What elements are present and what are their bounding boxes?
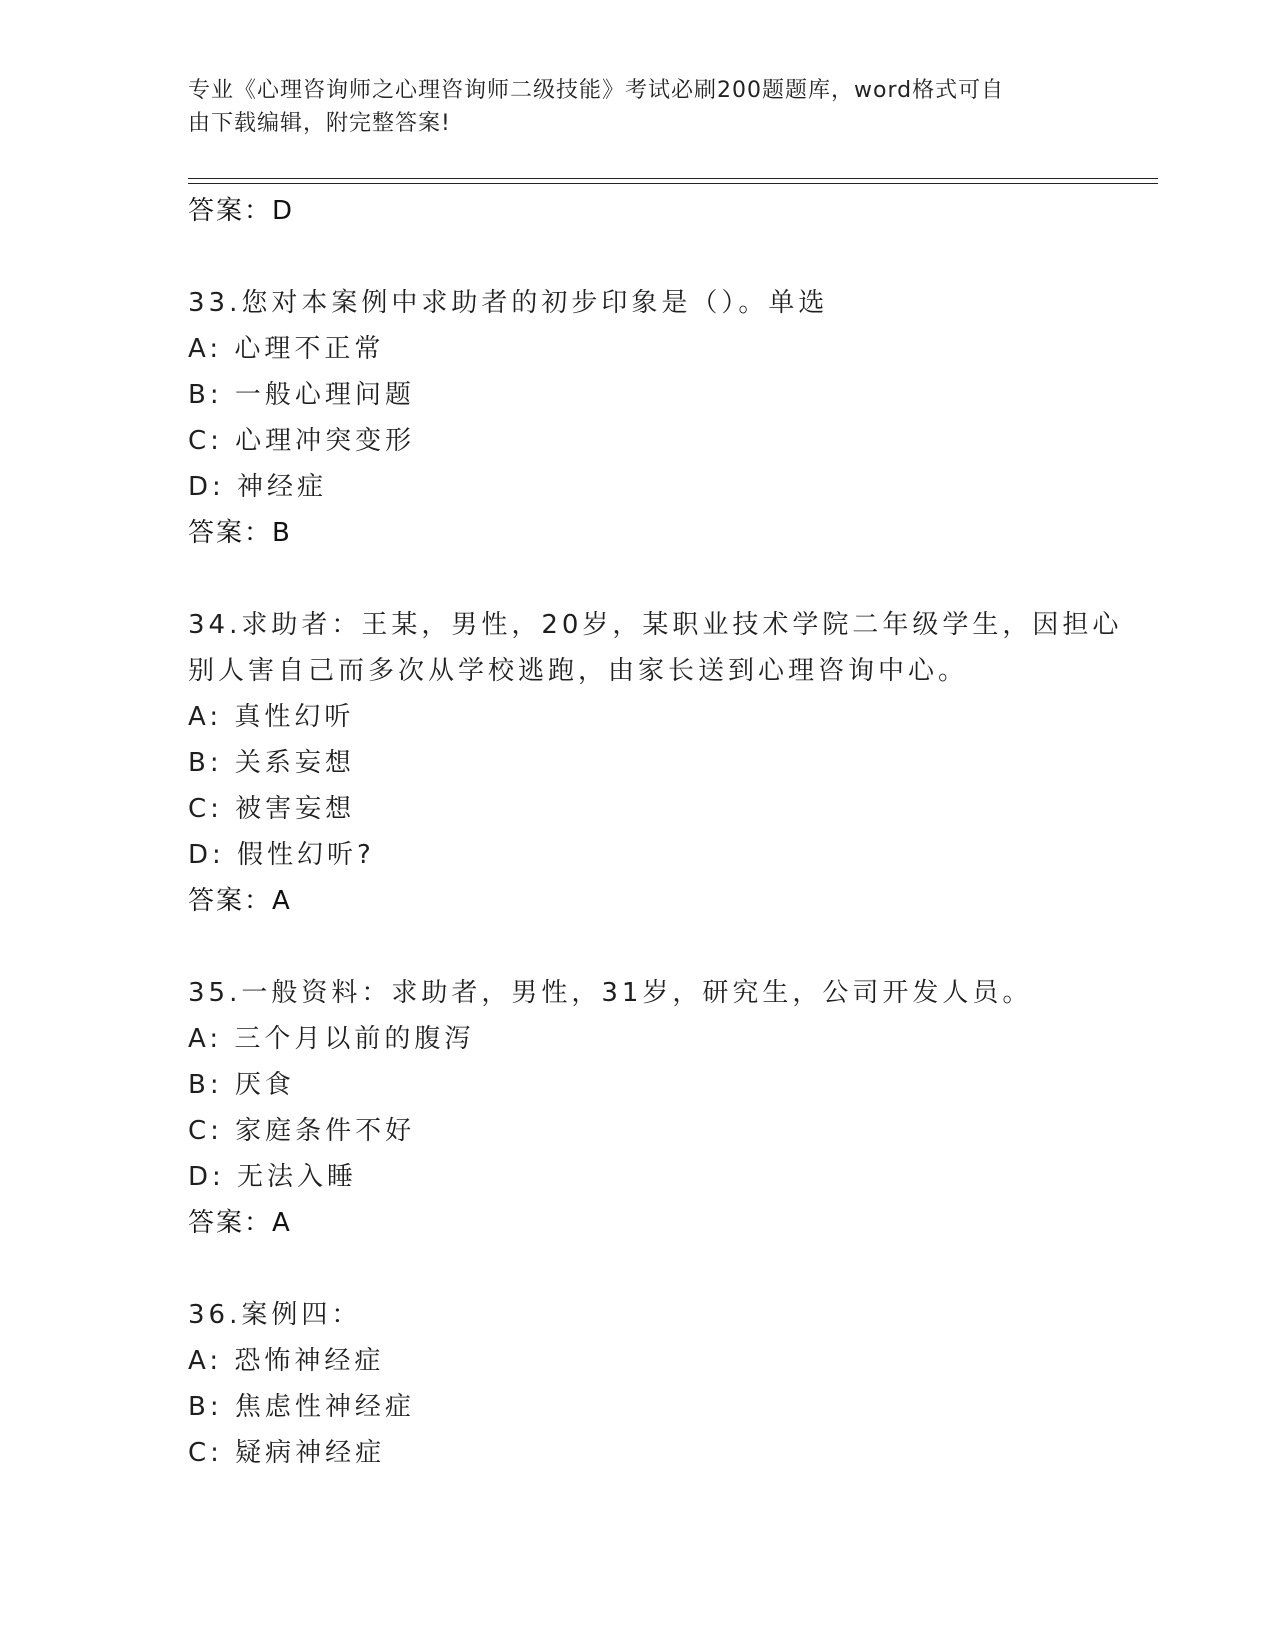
option-b: B: 厌食	[188, 1070, 295, 1100]
option-c: C: 家庭条件不好	[188, 1116, 416, 1146]
answer-line: 答案：A	[188, 886, 292, 916]
question-block-33	[188, 280, 1168, 556]
question-stem: 34.求助者：王某，男性，20岁，某职业技术学院二年级学生，因担心	[188, 610, 1123, 640]
spacer	[188, 1246, 1168, 1292]
previous-answer: 答案：D	[188, 196, 295, 226]
option-a: A: 真性幻听	[188, 702, 355, 732]
question-block-35	[188, 970, 1168, 1246]
question-block-34	[188, 602, 1168, 924]
option-c: C: 心理冲突变形	[188, 426, 416, 456]
option-b: B: 一般心理问题	[188, 380, 415, 410]
option-a: A: 恐怖神经症	[188, 1346, 385, 1376]
option-b: B: 关系妄想	[188, 748, 355, 778]
option-c: C: 疑病神经症	[188, 1438, 386, 1468]
header-line-1: 专业《心理咨询师之心理咨询师二级技能》考试必刷200题题库，word格式可自	[188, 78, 1005, 103]
spacer	[188, 234, 1168, 280]
option-d: D: 无法入睡	[188, 1162, 358, 1192]
question-block-36	[188, 1292, 1168, 1476]
question-stem-continued: 别人害自己而多次从学校逃跑，由家长送到心理咨询中心。	[188, 656, 969, 686]
option-d: D: 假性幻听?	[188, 840, 375, 870]
spacer	[188, 556, 1168, 602]
option-a: A: 三个月以前的腹泻	[188, 1024, 475, 1054]
option-c: C: 被害妄想	[188, 794, 356, 824]
header-divider-top	[188, 178, 1158, 179]
question-stem: 33.您对本案例中求助者的初步印象是（）。单选	[188, 288, 829, 318]
option-b: B: 焦虑性神经症	[188, 1392, 415, 1422]
document-header	[188, 74, 1088, 140]
spacer	[188, 924, 1168, 970]
question-stem: 35.一般资料：求助者，男性，31岁，研究生，公司开发人员。	[188, 978, 1033, 1008]
answer-line: 答案：B	[188, 518, 292, 548]
header-line-2: 由下载编辑，附完整答案!	[188, 111, 451, 136]
answer-line: 答案：A	[188, 1208, 292, 1238]
option-a: A: 心理不正常	[188, 334, 385, 364]
question-stem: 36.案例四：	[188, 1300, 362, 1330]
header-divider-bottom	[188, 183, 1158, 184]
document-body	[188, 188, 1168, 1476]
option-d: D: 神经症	[188, 472, 328, 502]
